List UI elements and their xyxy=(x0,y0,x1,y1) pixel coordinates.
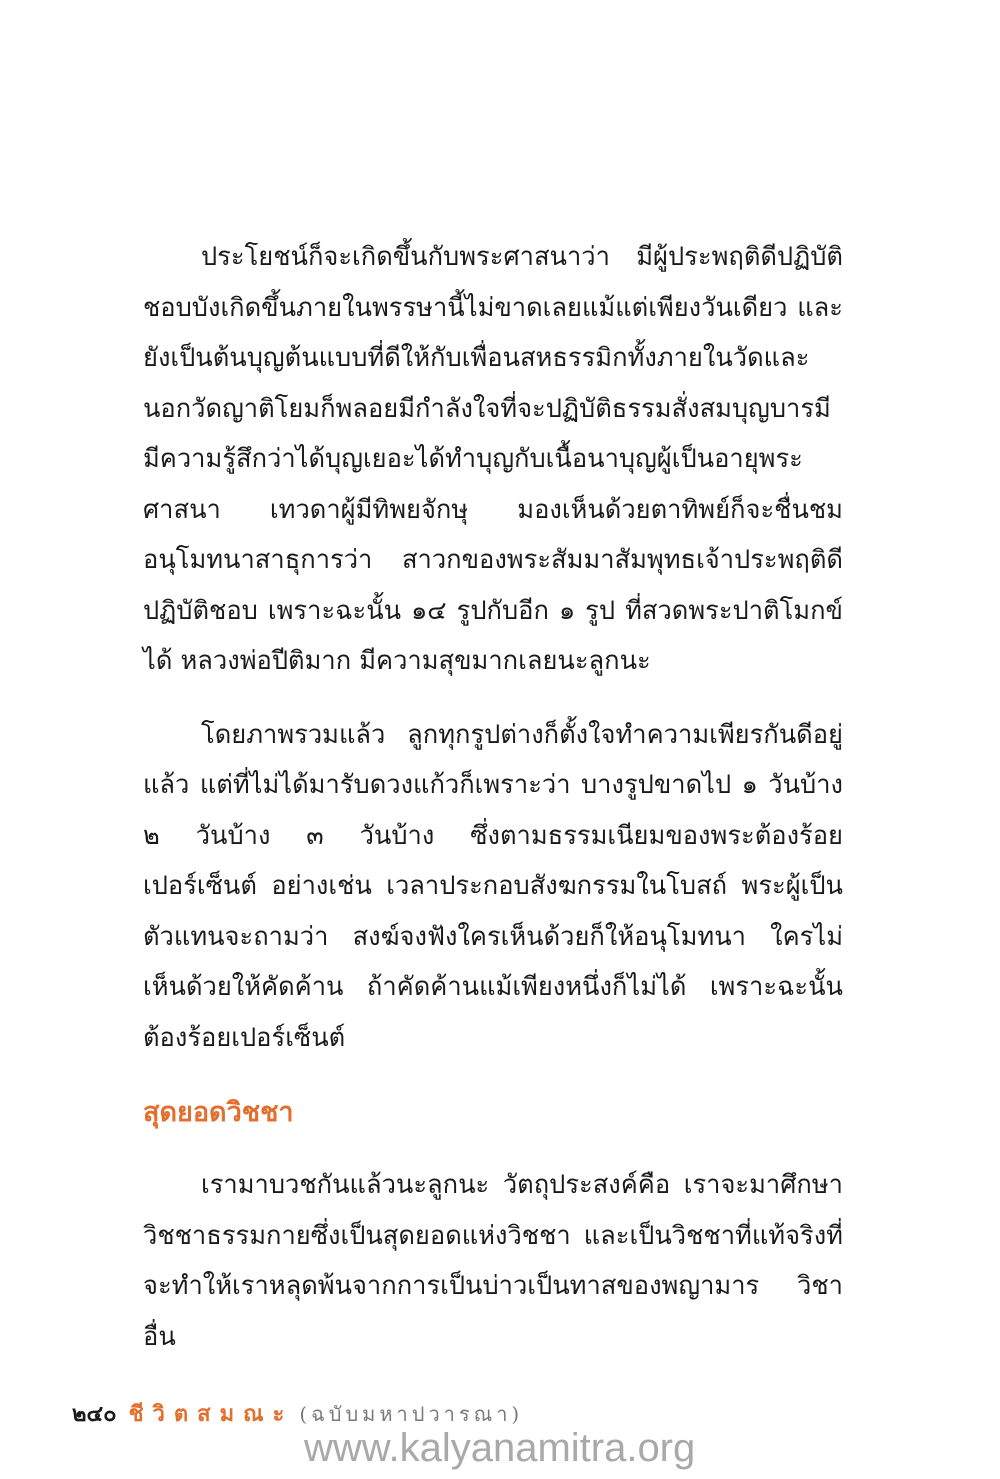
page-number: ๒๔๐ xyxy=(72,1402,117,1427)
paragraph-2: โดยภาพรวมแล้ว ลูกทุกรูปต่างก็ตั้งใจทำความเพียรกันดีอยู่แล้ว แต่ที่ไม่ได้มารับดวงแก้วก็เพราะว่า บางรูปขาดไป ๑ วันบ้าง ๒ วันบ้าง ๓ วันบ้าง ซึ่งตามธรรมเนียมของพระต้องร้อยเปอร์เซ็นต์ อย่างเช่น เวลาประกอบสังฆกรรมในโบสถ์ พระผู้เป็นตัวแทนจะถามว่า สงฆ์จงฟังใครเห็นด้วยก็ให้อนุโมทนา ใครไม่เห็นด้วยให้คัดค้าน ถ้าคัดค้านแม้เพียงหนึ่งก็ไม่ได้ เพราะฉะนั้นต้องร้อยเปอร์เซ็นต์ xyxy=(143,719,843,1053)
edition-label: (ฉบับมหาปวารณา) xyxy=(299,1402,524,1426)
paragraph-1: ประโยชน์ก็จะเกิดขึ้นกับพระศาสนาว่า มีผู้ประพฤติดีปฏิบัติชอบบังเกิดขึ้นภายในพรรษานี้ไม่ขาดเลยแม้แต่เพียงวันเดียว และยังเป็นต้นบุญต้นแบบที่ดีให้กับเพื่อนสหธรรมิกทั้งภายในวัดและนอกวัดญาติโยมก็พลอยมีกำลังใจที่จะปฏิบัติธรรมสั่งสมบุญบารมี มีความรู้สึกว่าได้บุญเยอะได้ทำบุญกับเนื้อนาบุญผู้เป็นอายุพระศาสนา เทวดาผู้มีทิพยจักษุ มองเห็นด้วยตาทิพย์ก็จะชื่นชมอนุโมทนาสาธุการว่า สาวกของพระสัมมาสัมพุทธเจ้าประพฤติดีปฏิบัติชอบ เพราะฉะนั้น ๑๔ รูปกับอีก ๑ รูป ที่สวดพระปาติโมกข์ได้ หลวงพ่อปีติมาก มีความสุขมากเลยนะลูกนะ xyxy=(143,242,843,676)
book-title: ชีวิตสมณะ xyxy=(128,1402,294,1427)
section-heading: สุดยอดวิชชา xyxy=(143,1097,294,1128)
paragraph-3: เรามาบวชกันแล้วนะลูกนะ วัตถุประสงค์คือ เราจะมาศึกษาวิชชาธรรมกายซึ่งเป็นสุดยอดแห่งวิชชา และเป็นวิชชาที่แท้จริงที่จะทำให้เราหลุดพ้นจากการเป็นบ่าวเป็นทาสของพญามาร วิชาอื่น xyxy=(143,1170,843,1352)
watermark-url: www.kalyanamitra.org xyxy=(304,1426,696,1470)
page-body xyxy=(143,232,843,1362)
